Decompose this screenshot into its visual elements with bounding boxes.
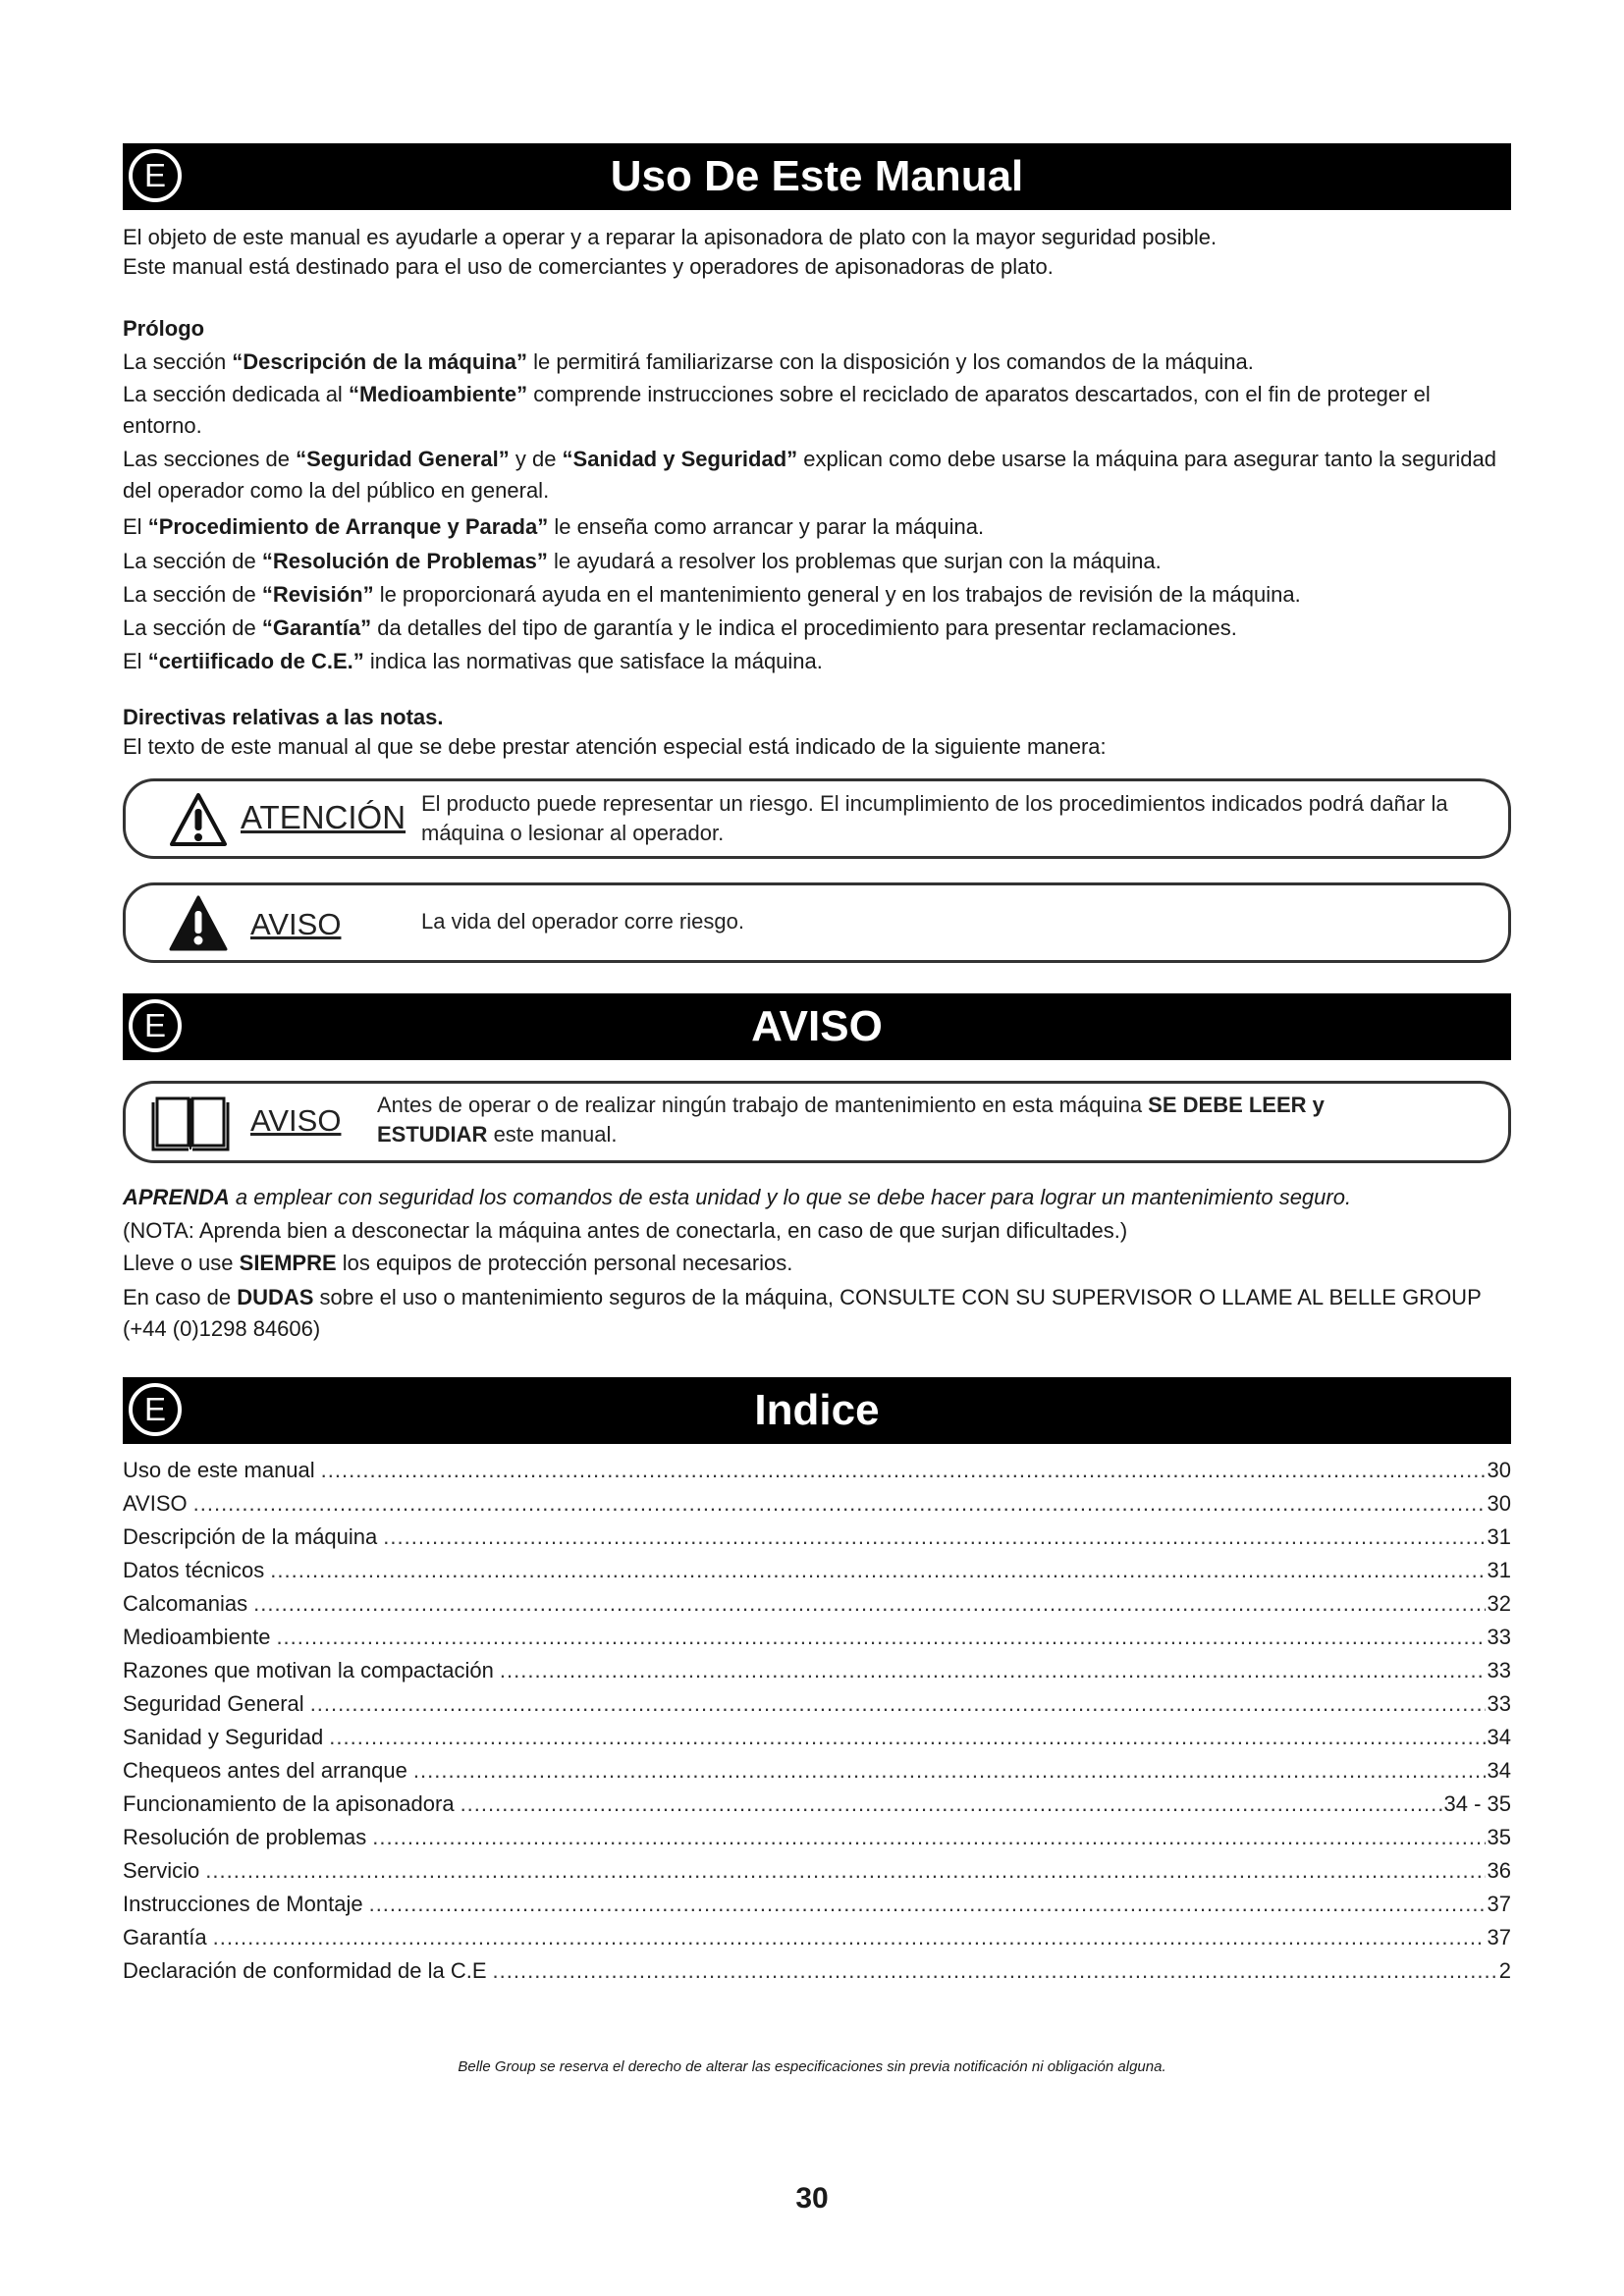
prologo-paragraph: El “Procedimiento de Arranque y Parada” le enseña como arrancar y parar la máquina. bbox=[123, 514, 985, 539]
prologo-paragraph: Las secciones de “Seguridad General” y de “Sanidad y Seguridad” explican como debe usarse la máquina para asegurar tanto la seguridad del operador como la del público en general. bbox=[123, 447, 1496, 503]
warning-triangle-filled-icon bbox=[169, 895, 228, 952]
toc-entry-title: Instrucciones de Montaje bbox=[123, 1892, 363, 1916]
language-badge: E bbox=[129, 149, 182, 202]
intro-line-1: El objeto de este manual es ayudarle a operar y a reparar la apisonadora de plato con la mayor seguridad posible. bbox=[123, 225, 1218, 249]
prologo-paragraph: La sección “Descripción de la máquina” le permitirá familiarizarse con la disposición y los comandos de la máquina. bbox=[123, 349, 1254, 374]
toc-entry-title: AVISO bbox=[123, 1491, 188, 1516]
toc-entry bbox=[123, 1587, 1511, 1621]
toc-dot-leader bbox=[213, 1921, 1486, 1954]
toc-entry bbox=[123, 1687, 1511, 1721]
nota-text: (NOTA: Aprenda bien a desconectar la máquina antes de conectarla, en caso de que surjan dificultades.) bbox=[123, 1218, 1128, 1243]
toc-entry-title: Razones que motivan la compactación bbox=[123, 1658, 494, 1682]
toc-dot-leader bbox=[460, 1788, 1442, 1821]
atencion-note bbox=[123, 778, 1511, 859]
warning-triangle-outline-icon bbox=[169, 792, 228, 847]
toc-entry-page: 30 bbox=[1487, 1458, 1511, 1482]
section-banner-indice bbox=[123, 1377, 1511, 1444]
directivas-text: El texto de este manual al que se debe prestar atención especial está indicado de la siguiente manera: bbox=[123, 734, 1107, 759]
aprenda-text: APRENDA a emplear con seguridad los comandos de esta unidad y lo que se debe hacer para lograr un mantenimiento seguro. bbox=[123, 1185, 1352, 1209]
toc-entry bbox=[123, 1754, 1511, 1788]
toc-dot-leader bbox=[413, 1754, 1486, 1788]
language-badge: E bbox=[129, 999, 182, 1052]
toc-entry-page: 30 bbox=[1487, 1491, 1511, 1516]
toc-entry bbox=[123, 1854, 1511, 1888]
toc-dot-leader bbox=[369, 1888, 1486, 1921]
toc-entry-page: 31 bbox=[1487, 1558, 1511, 1582]
aviso-note bbox=[123, 882, 1511, 963]
toc-entry-page: 37 bbox=[1487, 1925, 1511, 1949]
toc-entry-title: Uso de este manual bbox=[123, 1458, 315, 1482]
atencion-label: ATENCIÓN bbox=[241, 799, 406, 835]
toc-entry-page: 37 bbox=[1487, 1892, 1511, 1916]
toc-dot-leader bbox=[193, 1487, 1486, 1521]
toc-entry-page: 34 - 35 bbox=[1443, 1791, 1511, 1816]
toc-entry-title: Servicio bbox=[123, 1858, 200, 1883]
aviso-label: AVISO bbox=[250, 907, 342, 941]
toc-entry bbox=[123, 1788, 1511, 1821]
page-number: 30 bbox=[795, 2182, 829, 2215]
prologo-heading: Prólogo bbox=[123, 316, 205, 341]
toc-entry-page: 36 bbox=[1487, 1858, 1511, 1883]
toc-dot-leader bbox=[493, 1954, 1497, 1988]
language-badge: E bbox=[129, 1383, 182, 1436]
toc-dot-leader bbox=[372, 1821, 1485, 1854]
toc-entry-page: 35 bbox=[1487, 1825, 1511, 1849]
section-title: AVISO bbox=[751, 1002, 883, 1050]
toc-entry-title: Calcomanias bbox=[123, 1591, 248, 1616]
section-banner-aviso bbox=[123, 993, 1511, 1060]
toc-entry-page: 33 bbox=[1487, 1625, 1511, 1649]
read-manual-note bbox=[123, 1081, 1511, 1163]
toc-entry-title: Sanidad y Seguridad bbox=[123, 1725, 324, 1749]
section-title: Uso De Este Manual bbox=[610, 152, 1024, 200]
toc-entry bbox=[123, 1554, 1511, 1587]
toc-entry-page: 34 bbox=[1487, 1758, 1511, 1783]
directivas-heading: Directivas relativas a las notas. bbox=[123, 705, 444, 729]
intro-line-2: Este manual está destinado para el uso de comerciantes y operadores de apisonadoras de plato. bbox=[123, 254, 1054, 279]
toc-entry-title: Declaración de conformidad de la C.E bbox=[123, 1958, 487, 1983]
toc-entry bbox=[123, 1454, 1511, 1487]
toc-entry-page: 33 bbox=[1487, 1658, 1511, 1682]
toc-entry bbox=[123, 1954, 1511, 1988]
toc-entry-page: 34 bbox=[1487, 1725, 1511, 1749]
toc-entry-title: Medioambiente bbox=[123, 1625, 271, 1649]
prologo-paragraph: La sección de “Revisión” le proporcionará ayuda en el mantenimiento general y en los trabajos de revisión de la máquina. bbox=[123, 582, 1301, 607]
toc-entry bbox=[123, 1921, 1511, 1954]
toc-entry bbox=[123, 1654, 1511, 1687]
atencion-text: El producto puede representar un riesgo. El incumplimiento de los procedimientos indicados podrá dañar la máquina o lesionar al operador. bbox=[421, 791, 1448, 845]
toc-entry bbox=[123, 1621, 1511, 1654]
toc-dot-leader bbox=[329, 1721, 1485, 1754]
toc-entry-page: 2 bbox=[1498, 1958, 1511, 1983]
toc-entry-page: 31 bbox=[1487, 1524, 1511, 1549]
prologo-paragraph: El “certiificado de C.E.” indica las normativas que satisface la máquina. bbox=[123, 649, 823, 673]
toc-entry bbox=[123, 1721, 1511, 1754]
toc-dot-leader bbox=[253, 1587, 1485, 1621]
section-banner-uso bbox=[123, 143, 1511, 210]
prologo-paragraph: La sección de “Resolución de Problemas” le ayudará a resolver los problemas que surjan con la máquina. bbox=[123, 549, 1162, 573]
toc-dot-leader bbox=[276, 1621, 1485, 1654]
toc-entry-title: Chequeos antes del arranque bbox=[123, 1758, 407, 1783]
read-manual-label: AVISO bbox=[250, 1103, 342, 1138]
toc-dot-leader bbox=[310, 1687, 1486, 1721]
section-title: Indice bbox=[754, 1386, 880, 1434]
toc-entry-title: Garantía bbox=[123, 1925, 207, 1949]
lleve-text: Lleve o use SIEMPRE los equipos de protección personal necesarios. bbox=[123, 1251, 793, 1275]
footer-disclaimer: Belle Group se reserva el derecho de alterar las especificaciones sin previa notificación ni obligación alguna. bbox=[458, 2058, 1166, 2075]
aviso-text: La vida del operador corre riesgo. bbox=[421, 909, 744, 934]
toc-entry-title: Resolución de problemas bbox=[123, 1825, 367, 1849]
toc-entry-title: Seguridad General bbox=[123, 1691, 304, 1716]
toc-entry-title: Datos técnicos bbox=[123, 1558, 265, 1582]
table-of-contents bbox=[123, 1454, 1511, 1988]
toc-dot-leader bbox=[500, 1654, 1486, 1687]
prologo-paragraph: La sección de “Garantía” da detalles del tipo de garantía y le indica el procedimiento para presentar reclamaciones. bbox=[123, 615, 1237, 640]
toc-dot-leader bbox=[383, 1521, 1485, 1554]
dudas-text: En caso de DUDAS sobre el uso o mantenimiento seguros de la máquina, CONSULTE CON SU SUPERVISOR O LLAME AL BELLE GROUP (+44 (0)1298 84606) bbox=[123, 1285, 1482, 1341]
toc-entry bbox=[123, 1521, 1511, 1554]
toc-entry-title: Descripción de la máquina bbox=[123, 1524, 378, 1549]
manual-book-icon bbox=[151, 1093, 230, 1153]
read-manual-text: Antes de operar o de realizar ningún trabajo de mantenimiento en esta máquina SE DEBE LEER y ESTUDIAR este manual. bbox=[377, 1093, 1325, 1147]
toc-entry-page: 32 bbox=[1487, 1591, 1511, 1616]
toc-entry bbox=[123, 1487, 1511, 1521]
toc-dot-leader bbox=[321, 1454, 1486, 1487]
toc-entry bbox=[123, 1888, 1511, 1921]
toc-entry-page: 33 bbox=[1487, 1691, 1511, 1716]
toc-entry-title: Funcionamiento de la apisonadora bbox=[123, 1791, 455, 1816]
toc-dot-leader bbox=[270, 1554, 1485, 1587]
toc-entry bbox=[123, 1821, 1511, 1854]
toc-dot-leader bbox=[205, 1854, 1485, 1888]
prologo-paragraph: La sección dedicada al “Medioambiente” comprende instrucciones sobre el reciclado de aparatos descartados, con el fin de proteger el entorno. bbox=[123, 382, 1431, 438]
